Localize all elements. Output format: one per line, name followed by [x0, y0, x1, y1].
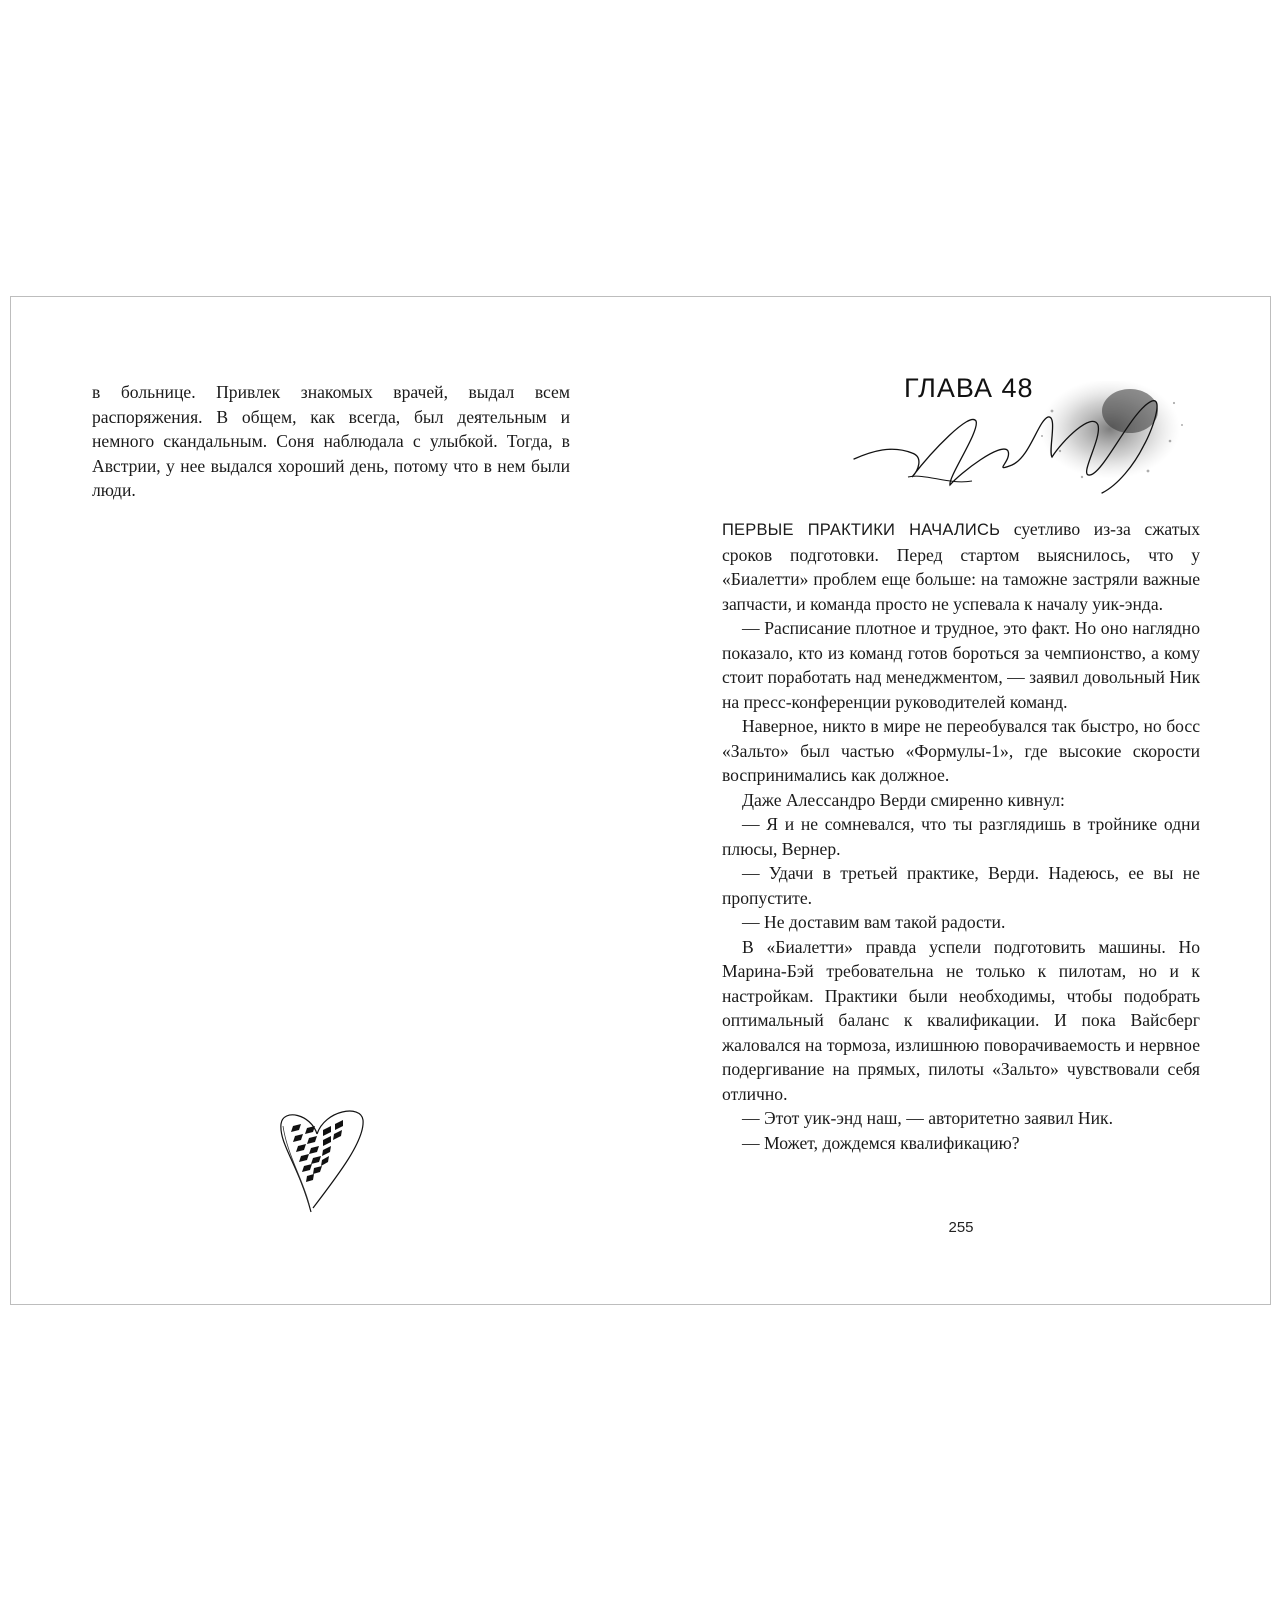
- paragraph: — Удачи в третьей практике, Верди. Надеюсь, ее вы не пропустите.: [722, 863, 1200, 908]
- left-page-text: [92, 380, 570, 503]
- left-page: [92, 380, 570, 503]
- paragraph: В «Биалетти» правда успели подготовить машины. Но Марина-Бэй требовательна не только к пилотам, но и к настройкам. Практики были необходимы, чтобы подобрать оптимальный баланс к квалификации. И пока Вайсберг жаловался на тормоза, излишнюю поворачиваемость и нервное подергивание на прямых, пилоты «Зальто» чувствовали себя отлично.: [722, 936, 1200, 1104]
- chapter-title: ГЛАВА 48: [904, 373, 1034, 403]
- right-page-text: [722, 517, 1200, 1155]
- lead-caps-text: ПЕРВЫЕ ПРАКТИКИ НАЧАЛИСЬ: [722, 521, 1001, 539]
- right-page: [722, 297, 1200, 1304]
- paragraph: — Этот уик-энд наш, — авторитетно заявил Ник.: [742, 1108, 1113, 1128]
- page-number: 255: [948, 1219, 974, 1236]
- heart-ornament-icon: [273, 1104, 369, 1214]
- paragraph: — Не доставим вам такой радости.: [742, 912, 1006, 932]
- lead-rest-text: суетливо из-за сжатых сроков подготовки. Перед стартом выяснилось, что у «Биалетти» проблем еще больше: на таможне застряли важные запчасти, и команда просто не успевала к началу уик-энда.: [722, 519, 1201, 614]
- paragraph: Даже Алессандро Верди смиренно кивнул:: [742, 789, 1065, 810]
- paragraph: — Я и не сомневался, что ты разглядишь в тройнике одни плюсы, Вернер.: [722, 814, 1200, 859]
- left-paragraph: в больнице. Привлек знакомых врачей, выдал всем распоряжения. В общем, как всегда, был деятельным и немного скандальным. Соня наблюдала с улыбкой. Тогда, в Австрии, у нее выдался хороший день, потому что в нем были люди.: [92, 382, 570, 500]
- paragraph: — Расписание плотное и трудное, это факт. Но оно наглядно показало, кто из команд готов бороться за чемпионство, а кому стоит поработать над менеджментом, — заявил довольный Ник на пресс-конференции руководителей команд.: [722, 618, 1200, 712]
- paragraph: Наверное, никто в мире не переобувался так быстро, но босс «Зальто» был частью «Формулы-1», где высокие скорости воспринимались как должное.: [722, 716, 1200, 785]
- book-spread: [10, 296, 1271, 1305]
- paragraph: — Может, дождемся квалификацию?: [742, 1132, 1020, 1153]
- lead-paragraph: [722, 517, 1200, 616]
